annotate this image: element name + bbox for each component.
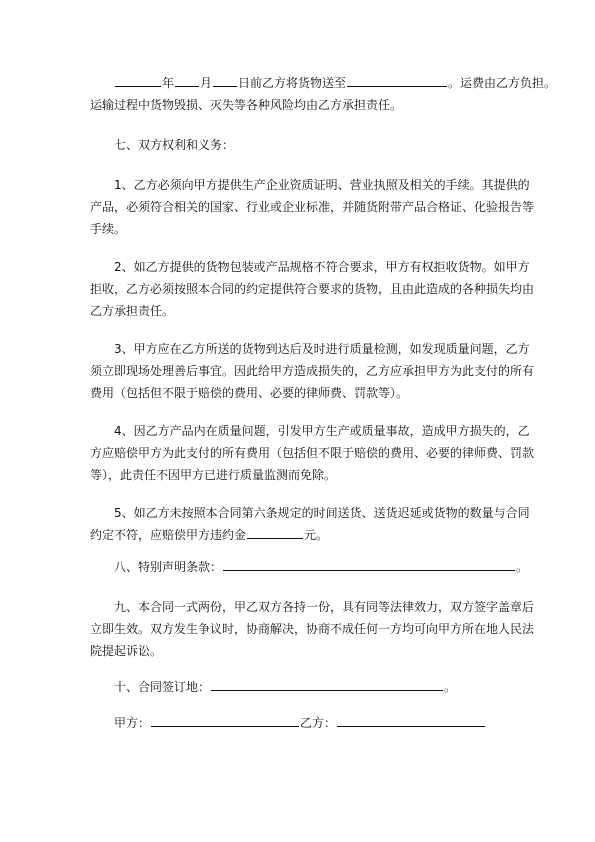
month-label: 月 <box>200 76 213 90</box>
signature-row <box>114 712 486 734</box>
blank-party-a <box>151 714 299 727</box>
party-a-label: 甲方： <box>114 716 151 730</box>
delivery-line-2: 运输过程中货物毁损、灭失等各种风险均由乙方承担责任。 <box>90 98 403 112</box>
blank-day <box>213 74 237 87</box>
freight-text: 。运费由乙方负担。 <box>448 76 557 90</box>
section-8-label: 八、特别声明条款： <box>114 560 223 574</box>
clause-1: 1、乙方必须向甲方提供生产企业资质证明、营业执照及相关的手续。其提供的 产品，必须符合相关的国家、行业或企业标准，并随货附带产品合格证、化验报告等 手续。 <box>90 178 535 236</box>
blank-year <box>115 74 161 87</box>
clause-5-line-2: 约定不符，应赔偿甲方违约金 元。 <box>90 528 329 542</box>
blank-special-terms <box>223 558 515 571</box>
blank-penalty-amount <box>247 526 303 539</box>
blank-party-b <box>337 714 485 727</box>
clause-2: 2、如乙方提供的货物包装或产品规格不符合要求，甲方有权拒收货物。如甲方 拒收，乙方必须按照本合同的约定提供符合要求的货物，且由此造成的各种损失均由 乙方承担责任。 <box>90 260 535 318</box>
party-b-label: 乙方： <box>300 716 337 730</box>
section-10: 十、合同签订地： 。 <box>114 680 457 694</box>
section-10-label: 十、合同签订地： <box>114 680 211 694</box>
blank-destination <box>347 74 447 87</box>
delivery-paragraph <box>90 72 557 116</box>
clause-4: 4、因乙方产品内在质量问题，引发甲方生产或质量事故，造成甲方损失的，乙 方应赔偿甲方为此支付的所有费用（包括但不限于赔偿的费用、必要的律师费、罚款 等），此责任不因甲方已进行质量监测而免除。 <box>90 424 535 482</box>
delivery-line-1 <box>90 72 557 94</box>
blank-month <box>175 74 199 87</box>
section-8: 八、特别声明条款： 。 <box>114 560 529 574</box>
section-9: 九、本合同一式两份，甲乙双方各持一份，具有同等法律效力，双方签字盖章后 立即生效。双方发生争议时，协商解决，协商不成任何一方均可向甲方所在地人民法 院提起诉讼。 <box>90 600 535 658</box>
section-7-title: 七、双方权利和义务： <box>114 138 235 152</box>
year-label: 年 <box>162 76 175 90</box>
blank-signing-place <box>211 678 443 691</box>
delivery-text: 日前乙方将货物送至 <box>238 76 347 90</box>
clause-5: 5、如乙方未按照本合同第六条规定的时间送货、送货迟延或货物的数量与合同 约定不符，应赔偿甲方违约金 元。 <box>90 502 530 546</box>
clause-3: 3、甲方应在乙方所送的货物到达后及时进行质量检测，如发现质量问题，乙方 须立即现场处理善后事宜。因此给甲方造成损失的，乙方应承担甲方为此支付的所有 费用（包括但不限于赔偿的费用、必要的律师费、罚款等）。 <box>90 342 535 400</box>
